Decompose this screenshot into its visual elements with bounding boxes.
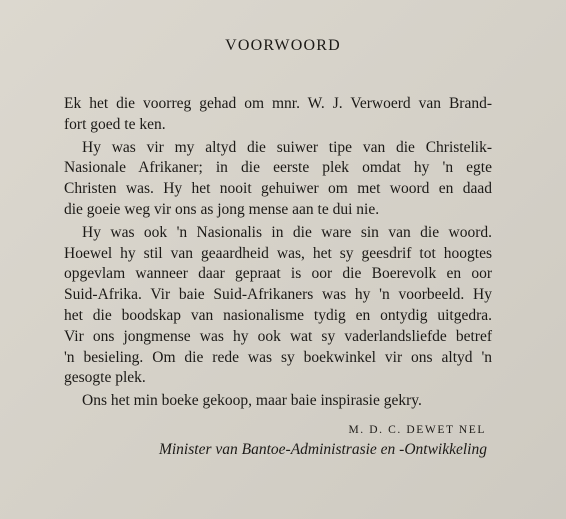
signature-title: Minister van Bantoe-Administrasie en -Ontwikkeling — [158, 441, 487, 458]
foreword-body — [64, 94, 492, 412]
paragraph-2-line-4: die goeie weg vir ons as jong mense aan te dui nie. — [64, 200, 380, 218]
paragraph-3-line-8: gesogte plek. — [64, 369, 146, 387]
paragraph-2-line-1: Hy was vir my altyd die suiwer tipe van die Christelik- — [82, 138, 492, 156]
paragraph-1-line-1: Ek het die voorreg gehad om mnr. W. J. Verwoerd van Brand- — [64, 95, 492, 112]
paragraph-3-line-5: het die boodskap van nasionalisme tydig en ontydig uitgedra. — [64, 306, 492, 324]
paragraph-3-line-1: Hy was ook 'n Nasionalis in die ware sin van die woord. — [82, 223, 492, 241]
paragraph-2-line-3: Christen was. Hy het nooit gehuiwer om met woord en daad — [64, 180, 492, 198]
page-heading: VOORWOORD — [225, 37, 341, 54]
paragraph-3-line-2: Hoewel hy stil van geaardheid was, het sy geesdrif tot hoogtes — [64, 244, 492, 262]
paragraph-2-line-2: Nasionale Afrikaner; in die eerste plek omdat hy 'n egte — [64, 159, 492, 177]
paragraph-3-line-7: 'n besieling. Om die rede was sy boekwinkel vir ons altyd 'n — [64, 348, 492, 366]
paragraph-1-line-2: fort goed te ken. — [64, 115, 166, 133]
paragraph-3-line-3: opgevlam wanneer daar gepraat is oor die Boerevolk en oor — [64, 265, 492, 283]
paragraph-3-line-6: Vir ons jongmense was hy ook wat sy vaderlandsliefde betref — [64, 327, 492, 345]
signature-name: M. D. C. DEWET NEL — [348, 424, 486, 436]
paragraph-4-line-1: Ons het min boeke gekoop, maar baie inspirasie gekry. — [82, 392, 422, 410]
paragraph-3-line-4: Suid-Afrika. Vir baie Suid-Afrikaners was hy 'n voorbeeld. Hy — [64, 286, 492, 304]
